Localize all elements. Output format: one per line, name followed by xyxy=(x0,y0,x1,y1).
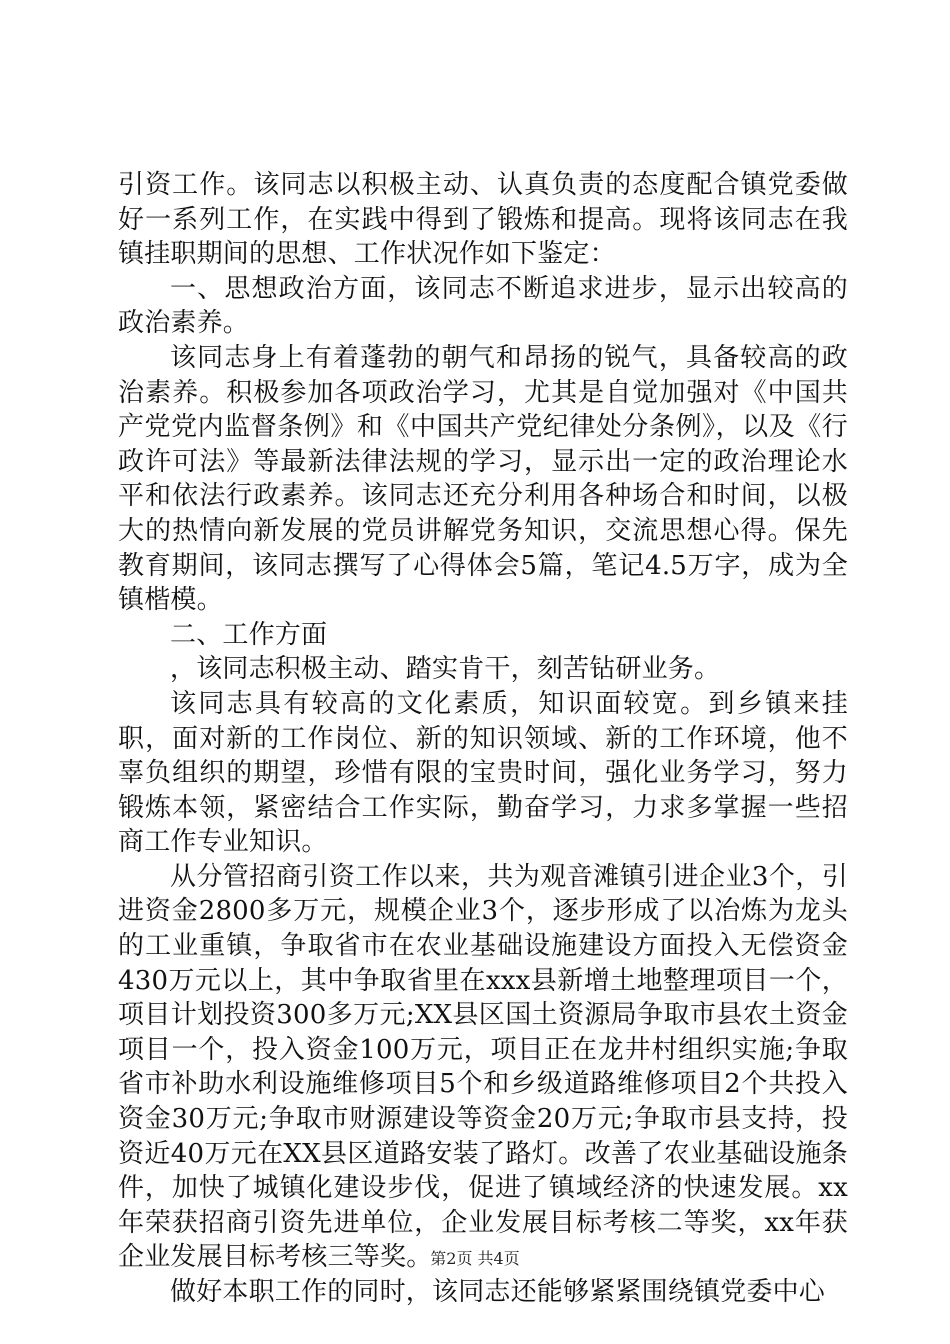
page-number-footer: 第2页 共4页 xyxy=(430,1249,520,1268)
paragraph-work-summary: ，该同志积极主动、踏实肯干，刻苦钻研业务。 xyxy=(170,654,721,685)
paragraph-intro: 引资工作。该同志以积极主动、认真负责的态度配合镇党委做好一系列工作，在实践中得到了锻炼和提高。现将该同志在我镇挂职期间的思想、工作状况作如下鉴定： xyxy=(118,170,848,270)
paragraph-investment: 从分管招商引资工作以来，共为观音滩镇引进企业3个，引进资金2800多万元，规模企业3个，逐步形成了以冶炼为龙头的工业重镇，争取省市在农业基础设施建设方面投入无偿资金430万元以上，其中争取省里在xxx县新增土地整理项目一个，项目计划投资300多万元;XX县区国土资源局争取市县农土资金项目一个，投入资金100万元，项目正在龙井村组织实施;争取省市补助水利设施维修项目5个和乡级道路维修项目2个共投入资金30万元;争取市财源建设等资金20万元;争取市县支持，投资近40万元在XX县区道路安装了路灯。改善了农业基础设施条件，加快了城镇化建设步伐，促进了镇域经济的快速发展。xx年荣获招商引资先进单位，企业发展目标考核二等奖，xx年获企业发展目标考核三等奖。 xyxy=(118,861,848,1273)
section-heading-political: 一、思想政治方面，该同志不断追求进步，显示出较高的政治素养。 xyxy=(118,273,848,339)
section-heading-work: 二、工作方面 xyxy=(170,619,328,650)
paragraph-political: 该同志身上有着蓬勃的朝气和昂扬的锐气，具备较高的政治素养。积极参加各项政治学习，尤其是自觉加强对《中国共产党党内监督条例》和《中国共产党纪律处分条例》，以及《行政许可法》等最新法律法规的学习，显示出一定的政治理论水平和依法行政素养。该同志还充分利用各种场合和时间，以极大的热情向新发展的党员讲解党务知识，交流思想心得。保先教育期间，该同志撰写了心得体会5篇，笔记4.5万字，成为全镇楷模。 xyxy=(118,342,848,616)
document-body xyxy=(118,168,848,1310)
paragraph-continued: 做好本职工作的同时，该同志还能够紧紧围绕镇党委中心 xyxy=(170,1277,826,1307)
paragraph-learning: 该同志具有较高的文化素质，知识面较宽。到乡镇来挂职，面对新的工作岗位、新的知识领域、新的工作环境，他不辜负组织的期望，珍惜有限的宝贵时间，强化业务学习，努力锻炼本领，紧密结合工作实际，勤奋学习，力求多掌握一些招商工作专业知识。 xyxy=(118,688,848,858)
